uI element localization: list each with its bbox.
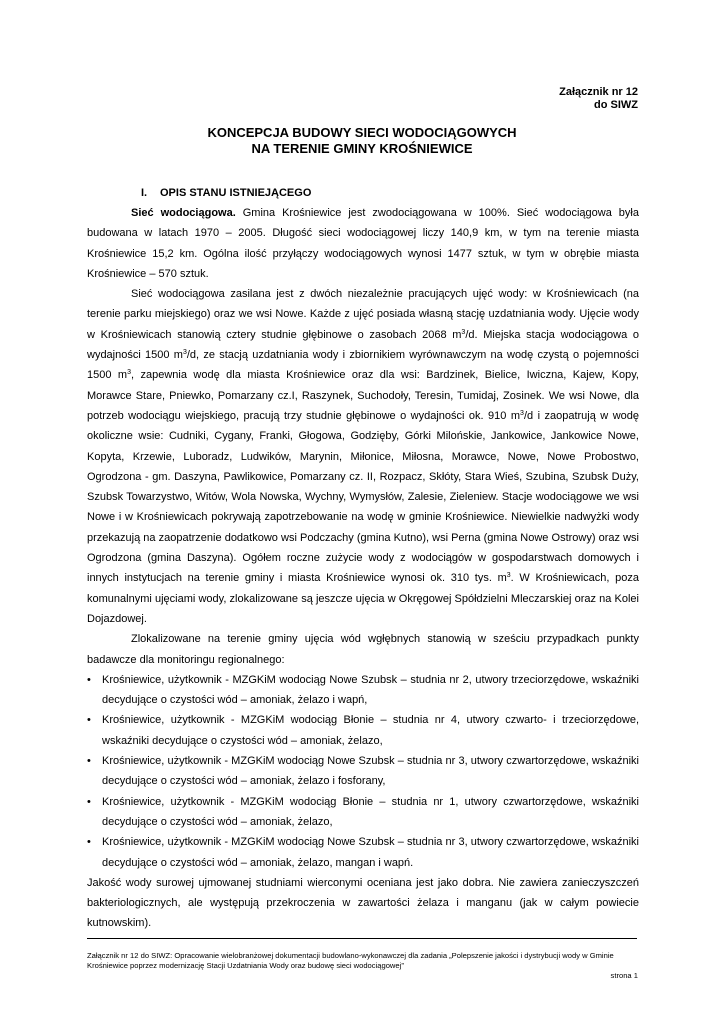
section-number: I.	[141, 187, 148, 199]
bullet-icon: •	[87, 836, 91, 849]
annex-label	[559, 86, 638, 112]
list-item	[87, 832, 639, 873]
footer-text: Załącznik nr 12 do SIWZ: Opracowanie wielobranżowej dokumentacji budowlano-wykonawczej dla zadania „Polepszenie jakości i dystrybucji wody w Gminie Krośniewice poprzez modernizację Stacji Uzdatniania Wody oraz budowę sieci wodociągowej”	[87, 951, 614, 970]
paragraph-monitoring: Zlokalizowane na terenie gminy ujęcia wód wgłębnych stanowią w sześciu przypadkach punkty badawcze dla monitoringu regionalnego:	[87, 633, 639, 666]
superscript: 3	[520, 409, 524, 417]
document-title	[0, 125, 724, 157]
superscript: 3	[506, 572, 511, 580]
list-item	[87, 670, 639, 711]
superscript: 3	[461, 328, 466, 336]
annex-line-2: do SIWZ	[594, 99, 638, 111]
paragraph-lead: Sieć wodociągowa.	[131, 207, 236, 219]
bullet-icon: •	[87, 795, 91, 808]
list-item-text: Krośniewice, użytkownik - MZGKiM wodociąg Nowe Szubsk – studnia nr 3, utwory czwartorzędowe, wskaźniki decydujące o czystości wód – amoniak, żelazo i fosforany,	[102, 755, 639, 788]
title-line-2: NA TERENIE GMINY KROŚNIEWICE	[251, 141, 473, 156]
list-item	[87, 751, 639, 792]
paragraph-water-network	[87, 203, 639, 284]
text-segment: , zapewnia wodę dla miasta Krośniewice oraz dla wsi: Bardzinek, Bielice, Iwiczna, Kajew, Kopy, Morawce Stare, Pniewko, Pomarzany cz.I, Raszynek, Suchodoły, Teresin, Tumidaj, Zosinek. We wsi Nowe, dla potrzeb wodociągu wiejskiego, pracują trzy studnie głębinowe o wydajności ok. 910 m	[87, 369, 639, 422]
superscript: 3	[182, 349, 187, 357]
list-item-text: Krośniewice, użytkownik - MZGKiM wodociąg Błonie – studnia nr 1, utwory czwartorzędowe, wskaźniki decydujące o czystości wód – amoniak, żelazo,	[102, 795, 639, 828]
document-body	[87, 203, 639, 934]
paragraph-water-quality: Jakość wody surowej ujmowanej studniami wierconymi oceniana jest jako dobra. Nie zawiera zanieczyszczeń bakteriologicznych, ale występują przekroczenia w zawartości żelaza i manganu (jak w całym powiecie kutnowskim).	[87, 876, 639, 930]
text-segment: Sieć wodociągowa zasilana jest z dwóch niezależnie pracujących ujęć wody: w Krośniewicach (na terenie parku miejskiego) oraz we wsi Nowe. Każde z ujęć posiada własną stację uzdatniania wody. Ujęcie wody w Krośniewicach stanowią cztery studnie głębinowe o zasobach 2068 m	[87, 288, 639, 341]
footer-divider	[87, 938, 637, 939]
paragraph-text: Gmina Krośniewice jest zwodociągowana w 100%. Sieć wodociągowa była budowana w latach 1970 – 2005. Długość sieci wodociągowej liczy 140,9 km, w tym na terenie miasta Krośniewice 15,2 km. Ogólna ilość przyłączy wodociągowych wynosi 1477 sztuk, w tym w obrębie miasta Krośniewice – 570 sztuk.	[87, 207, 639, 280]
list-item	[87, 792, 639, 833]
annex-line-1: Załącznik nr 12	[559, 86, 638, 98]
superscript: 3	[127, 369, 131, 377]
list-item	[87, 710, 639, 751]
text-segment: /d, ze stacją uzdatniania wody i zbiornikiem wyrównawczym na wodę czystą o pojemności 1500 m	[87, 349, 639, 382]
section-heading	[141, 187, 311, 199]
list-item-text: Krośniewice, użytkownik - MZGKiM wodociąg Nowe Szubsk – studnia nr 2, utwory trzeciorzędowe, wskaźniki decydujące o czystości wód – amoniak, żelazo i wapń,	[102, 673, 639, 707]
bullet-icon: •	[87, 714, 91, 727]
section-title: OPIS STANU ISTNIEJĄCEGO	[160, 187, 312, 199]
list-item-text: Krośniewice, użytkownik - MZGKiM wodociąg Błonie – studnia nr 4, utwory czwarto- i trzeciorzędowe, wskaźniki decydujące o czystości wód – amoniak, żelazo,	[102, 714, 639, 747]
text-segment: /d i zaopatrują w wodę okoliczne wsie: Cudniki, Cygany, Franki, Głogowa, Godzięby, Górki Milońskie, Jankowice, Jankowice Nowe, Kopyta, Krzewie, Luboradz, Ludwików, Marynin, Miłonice, Miłosna, Morawce, Nowe, Nowe Probostwo, Ogrodzona - gm. Daszyna, Pawlikowice, Pomarzany cz. II, Rozpacz, Skłóty, Stara Wieś, Szubina, Szubsk Duży, Szubsk Towarzystwo, Witów, Wola Nowska, Wychny, Wymysłów, Zalesie, Zieleniew. Stacje wodociągowe we wsi Nowe i w Krośniewicach pokrywają zapotrzebowanie na wodę w gminie Krośniewice. Niewielkie nadwyżki wody przekazują na zaopatrzenie dodatkowo wsi Podczachy (gmina Kutno), wsi Perna (gmina Nowe Ostrowy) oraz wsi Ogrodzona (gmina Daszyna). Ogółem roczne zużycie wody z wodociągów w gospodarstwach domowych i innych instytucjach na terenie gminy i miasta Krośniewice wynosi ok. 310 tys. m	[87, 409, 639, 585]
text-segment: . W Krośniewicach, poza komunalnymi ujęciami wody, zlokalizowane są jeszcze ujęcia w Okręgowej Spółdzielni Mleczarskiej oraz na Kolei Dojazdowej.	[87, 572, 639, 625]
bullet-icon: •	[87, 673, 91, 686]
text-segment: /d. Miejska stacja wodociągowa o wydajności 1500 m	[87, 328, 640, 362]
page-number: strona 1	[610, 971, 638, 980]
bullet-icon: •	[87, 755, 91, 768]
paragraph-water-intakes	[87, 284, 639, 629]
list-item-text: Krośniewice, użytkownik - MZGKiM wodociąg Nowe Szubsk – studnia nr 3, utwory czwartorzędowe, wskaźniki decydujące o czystości wód – amoniak, żelazo, mangan i wapń.	[102, 836, 639, 869]
monitoring-list	[87, 670, 639, 873]
title-line-1: KONCEPCJA BUDOWY SIECI WODOCIĄGOWYCH	[207, 125, 517, 140]
